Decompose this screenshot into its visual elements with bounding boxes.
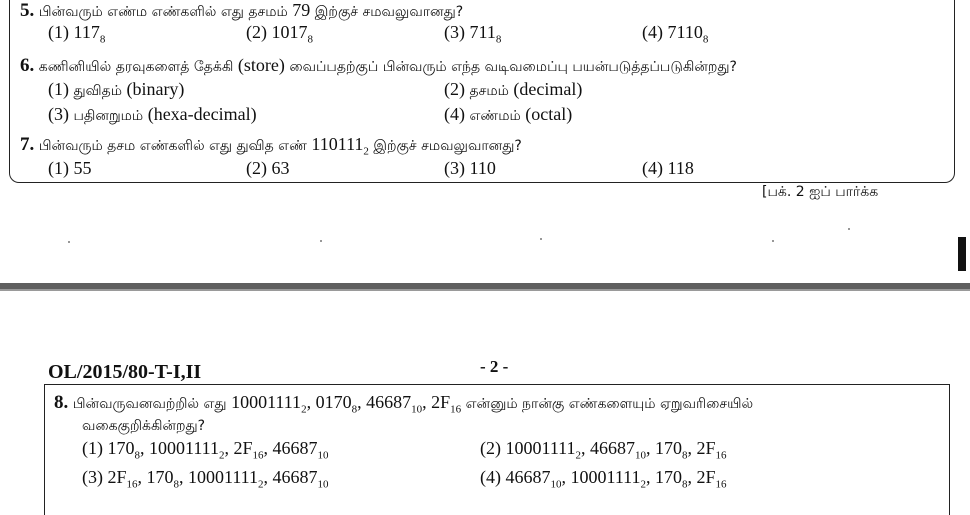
option-base: 16: [715, 478, 727, 491]
q6-option-2: [444, 79, 582, 101]
option-base: 8: [307, 33, 313, 46]
option-value: 2F: [107, 467, 127, 487]
option-number: (4): [642, 22, 663, 42]
option-value: 170: [655, 438, 682, 458]
q7-option-3: (3) 110: [444, 158, 496, 178]
option-value: 7110: [667, 22, 703, 42]
question-text: இற்குச் சமவலுவானது?: [314, 4, 464, 20]
question-7: [20, 134, 522, 158]
option-base: 10: [317, 449, 329, 462]
option-text-english: (octal): [525, 104, 573, 124]
question-number: 6.: [20, 55, 35, 76]
option-value: 10001111: [505, 438, 576, 458]
option-value: 170: [146, 467, 174, 487]
q8-option-2: (2) $10001111_2$, $46687_{10}$, $170_8$, $2F_{16}$: [480, 438, 727, 462]
option-value: 2F: [233, 438, 253, 458]
scan-speck: [772, 240, 774, 242]
option-base: 8: [99, 33, 106, 46]
question-text: பின்வருவனவற்றில் எது: [72, 396, 227, 412]
option-text: எண்மம்: [469, 108, 521, 124]
question-value: 110111: [311, 134, 364, 154]
scan-speck: [848, 228, 850, 230]
option-base: 16: [126, 478, 138, 491]
option-text-english: (decimal): [513, 79, 583, 99]
question-text-english: (store): [237, 55, 285, 75]
option-base: 2: [258, 478, 264, 491]
question-number: 8.: [54, 392, 69, 413]
question-text: கணினியில் தரவுகளைத் தேக்கி: [38, 59, 234, 75]
question-6: [20, 55, 737, 77]
option-number: (4): [480, 467, 501, 487]
number-4: 2F: [431, 392, 451, 412]
option-text: தசமம்: [469, 83, 509, 99]
option-base: 2: [219, 449, 225, 462]
option-base: 10: [317, 478, 329, 491]
q8-option-3: (3) $2F_{16}$, $170_8$, $10001111_2$, $46687_{10}$: [82, 467, 329, 491]
option-number: (2): [444, 79, 465, 99]
edge-mark: [958, 237, 966, 271]
option-text: பதினறுமம்: [73, 108, 144, 124]
option-value: 46687: [505, 467, 551, 487]
option-base: 2: [575, 449, 581, 462]
question-value: 79: [292, 0, 311, 20]
q6-option-4: [444, 104, 572, 126]
option-base: 10: [635, 449, 646, 462]
q7-option-4: (4) 118: [642, 158, 694, 178]
option-value: 170: [655, 467, 682, 487]
option-number: (2): [480, 438, 501, 458]
q5-option-1: [48, 22, 105, 46]
paper-code: OL/2015/80-T-I,II: [48, 361, 202, 383]
q6-option-3: [48, 104, 257, 126]
option-value: 711: [469, 22, 496, 42]
question-text: இற்குச் சமவலுவானது?: [373, 138, 522, 154]
q7-option-1: (1) 55: [48, 158, 92, 178]
number-4-base: 16: [450, 403, 462, 416]
number-3-base: 10: [411, 403, 423, 416]
question-8: 8. பின்வருவனவற்றில் எது $10001111_2$, $0170_8$, $46687_{10}$, $2F_{16}$ என்னும் நான்கு எண்களையும் ஏறுவரிசையில்: [54, 392, 754, 416]
q5-option-3: [444, 22, 501, 46]
option-number: (3): [444, 22, 465, 42]
option-number: (3): [82, 467, 103, 487]
option-base: 8: [682, 478, 688, 491]
option-value: 2F: [696, 438, 716, 458]
q6-option-1: [48, 79, 184, 101]
option-base: 16: [715, 449, 727, 462]
option-base: 10: [550, 478, 562, 491]
option-value: 1017: [271, 22, 308, 42]
option-base: 8: [682, 449, 688, 462]
option-number: (1): [82, 438, 103, 458]
option-base: 16: [252, 449, 264, 462]
number-2-base: 8: [351, 403, 358, 416]
question-text: என்னும் நான்கு எண்களையும் ஏறுவரிசையில்: [465, 396, 754, 412]
option-text: துவிதம்: [73, 83, 122, 99]
q7-option-2: (2) 63: [246, 158, 290, 178]
option-value: 117: [73, 22, 100, 42]
q5-option-4: [642, 22, 708, 46]
scan-speck: [320, 240, 322, 242]
question-value-base: 2: [363, 145, 369, 158]
question-number: 7.: [20, 134, 35, 155]
option-value: 170: [107, 438, 135, 458]
option-base: 8: [495, 33, 502, 46]
option-value: 10001111: [188, 467, 259, 487]
option-number: (4): [444, 104, 465, 124]
number-2: 0170: [315, 392, 352, 412]
option-base: 8: [702, 33, 709, 46]
option-value: 46687: [590, 438, 635, 458]
number-1: 10001111: [231, 392, 302, 412]
number-1-base: 2: [301, 403, 307, 416]
page-turn-note: [பக். 2 ஐப் பார்க்க: [762, 184, 879, 200]
scan-speck: [68, 241, 70, 243]
q8-option-4: (4) $46687_{10}$, $10001111_2$, $170_8$, $2F_{16}$: [480, 467, 727, 491]
question-text-continued: வகைகுறிக்கின்றது?: [82, 418, 206, 434]
scan-speck: [540, 238, 542, 240]
option-value: 46687: [272, 467, 318, 487]
number-3: 46687: [366, 392, 412, 412]
option-text-english: (hexa-decimal): [147, 104, 257, 124]
option-value: 2F: [696, 467, 716, 487]
question-text: வைப்பதற்குப் பின்வரும் எந்த வடிவமைப்பு பயன்படுத்தப்படுகின்றது?: [289, 59, 737, 75]
question-text: பின்வரும் தசம எண்களில் எது துவித எண்: [38, 138, 307, 154]
option-base: 8: [134, 449, 140, 462]
option-value: 10001111: [570, 467, 641, 487]
page-divider-shadow: [0, 289, 970, 291]
q5-option-2: [246, 22, 313, 46]
option-base: 2: [640, 478, 646, 491]
option-number: (1): [48, 22, 69, 42]
option-text-english: (binary): [126, 79, 185, 99]
option-value: 46687: [272, 438, 318, 458]
option-number: (1): [48, 79, 69, 99]
option-base: 8: [173, 478, 180, 491]
q8-option-1: (1) $170_8$, $10001111_2$, $2F_{16}$, $46687_{10}$: [82, 438, 329, 462]
question-number: 5.: [20, 0, 35, 21]
option-number: (2): [246, 22, 267, 42]
question-5: [20, 0, 463, 22]
option-value: 10001111: [149, 438, 219, 458]
question-text: பின்வரும் எண்ம எண்களில் எது தசமம்: [38, 4, 288, 20]
option-number: (3): [48, 104, 69, 124]
page-number: - 2 -: [480, 357, 509, 376]
